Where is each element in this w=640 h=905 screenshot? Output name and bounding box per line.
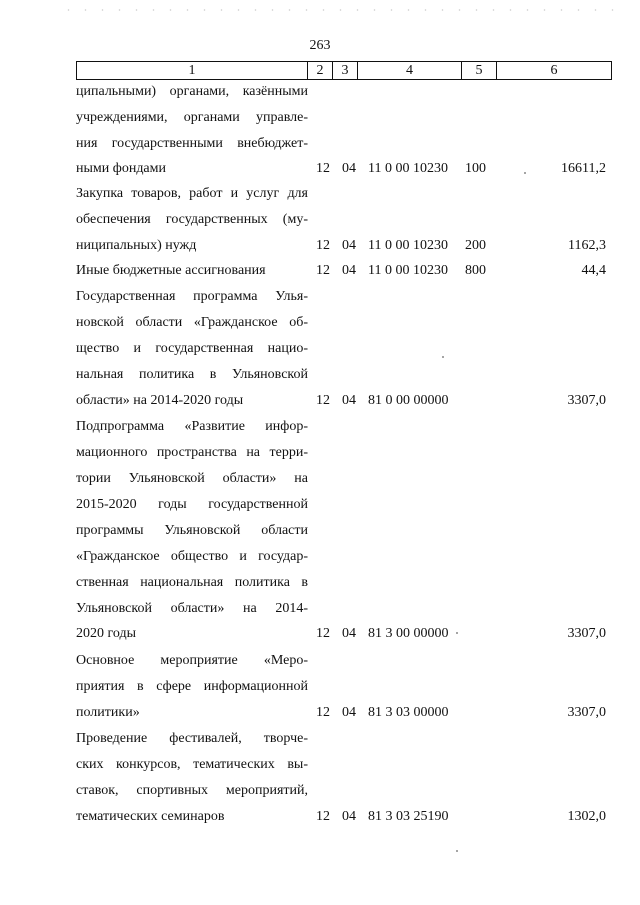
row-col-3: 04: [342, 393, 356, 408]
row-col-5: 200: [465, 238, 486, 253]
row-text-line: ских конкурсов, тематических вы-: [76, 757, 308, 772]
row-col-2: 12: [316, 809, 330, 824]
row-col-4: 11 0 00 10230: [368, 161, 448, 176]
row-text-line: 2015-2020 годы государственной: [76, 497, 308, 512]
row-col-3: 04: [342, 263, 356, 278]
row-col-4: 11 0 00 10230: [368, 238, 448, 253]
row-col-4: 81 3 03 00000: [368, 705, 449, 720]
row-col-6: 1162,3: [568, 238, 606, 253]
row-text-line: «Гражданское общество и государ-: [76, 549, 308, 564]
scan-speck: [442, 356, 444, 358]
row-col-6: 16611,2: [561, 161, 606, 176]
header-col-2: 2: [308, 62, 333, 79]
page-number: 263: [309, 38, 331, 53]
row-col-3: 04: [342, 238, 356, 253]
row-col-6: 44,4: [581, 263, 606, 278]
row-text-line: ципальными) органами, казёнными: [76, 84, 308, 99]
table-header: [76, 61, 612, 80]
row-text-line: Закупка товаров, работ и услуг для: [76, 186, 308, 201]
row-text-line: приятия в сфере информационной: [76, 679, 308, 694]
row-col-2: 12: [316, 705, 330, 720]
row-text-line: учреждениями, органами управле-: [76, 110, 308, 125]
row-col-2: 12: [316, 238, 330, 253]
row-text-line: новской области «Гражданское об-: [76, 315, 308, 330]
row-col-3: 04: [342, 161, 356, 176]
row-text-line: Проведение фестивалей, творче-: [76, 731, 308, 746]
row-text-line: тематических семинаров: [76, 809, 225, 824]
row-text-line: обеспечения государственных (му-: [76, 212, 308, 227]
row-text-line: ставок, спортивных мероприятий,: [76, 783, 308, 798]
row-text-line: ниципальных) нужд: [76, 238, 197, 253]
header-col-1: 1: [77, 62, 308, 79]
row-col-5: 100: [465, 161, 486, 176]
row-col-4: 81 0 00 00000: [368, 393, 449, 408]
row-text-line: мационного пространства на терри-: [76, 445, 308, 460]
row-col-4: 11 0 00 10230: [368, 263, 448, 278]
row-col-3: 04: [342, 626, 356, 641]
row-text-line: Основное мероприятие «Меро-: [76, 653, 308, 668]
row-text-line: Ульяновской области» на 2014-: [76, 601, 308, 616]
row-text-line: 2020 годы: [76, 626, 137, 641]
row-text-line: программы Ульяновской области: [76, 523, 308, 538]
row-col-6: 1302,0: [567, 809, 606, 824]
header-col-5: 5: [462, 62, 497, 79]
header-col-3: 3: [333, 62, 358, 79]
row-text-line: ными фондами: [76, 161, 167, 176]
row-col-3: 04: [342, 809, 356, 824]
row-col-3: 04: [342, 705, 356, 720]
row-col-2: 12: [316, 161, 330, 176]
scan-speck: [456, 850, 458, 852]
row-col-4: 81 3 03 25190: [368, 809, 449, 824]
row-col-6: 3307,0: [567, 626, 606, 641]
row-col-2: 12: [316, 626, 330, 641]
row-text-line: политики»: [76, 705, 140, 720]
header-col-4: 4: [358, 62, 462, 79]
row-text-line: Подпрограмма «Развитие инфор-: [76, 419, 308, 434]
row-text-line: Государственная программа Улья-: [76, 289, 308, 304]
row-text-line: щество и государственная нацио-: [76, 341, 308, 356]
header-col-6: 6: [550, 63, 558, 78]
row-col-6: 3307,0: [567, 705, 606, 720]
row-text-line: Иные бюджетные ассигнования: [76, 263, 266, 278]
row-col-5: 800: [465, 263, 486, 278]
row-text-line: тории Ульяновской области» на: [76, 471, 308, 486]
row-text-line: нальная политика в Ульяновской: [76, 367, 308, 382]
row-col-4: 81 3 00 00000: [368, 626, 449, 641]
row-text-line: области» на 2014-2020 годы: [76, 393, 244, 408]
row-col-6: 3307,0: [567, 393, 606, 408]
row-col-2: 12: [316, 263, 330, 278]
row-text-line: ственная национальная политика в: [76, 575, 308, 590]
row-text-line: ния государственными внебюджет-: [76, 136, 308, 151]
scan-noise: [60, 8, 620, 12]
row-col-2: 12: [316, 393, 330, 408]
